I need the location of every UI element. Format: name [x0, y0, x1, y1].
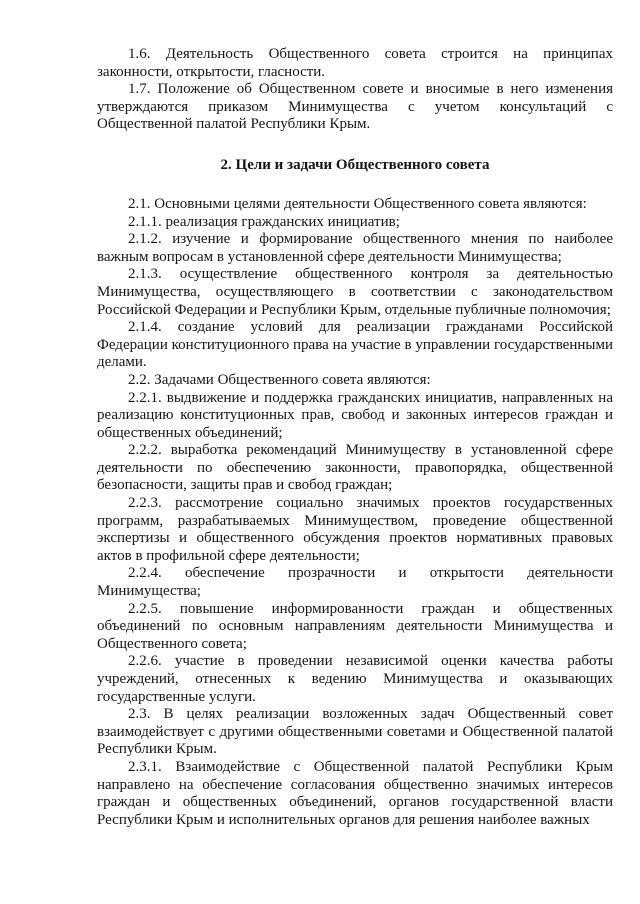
paragraph-2-2-3: 2.2.3. рассмотрение социально значимых проектов государственных программ, разрабатываемых Минимуществом, проведение общественной экспертизы и общественного обсуждения проектов нормативных правовых актов в профильной сфере деятельности;	[97, 495, 613, 564]
paragraph-2-2-1: 2.2.1. выдвижение и поддержка гражданских инициатив, направленных на реализацию конституционных прав, свобод и законных интересов граждан и общественных объединений;	[97, 389, 613, 441]
paragraph-2-1-2: 2.1.2. изучение и формирование общественного мнения по наиболее важным вопросам в установленной сфере деятельности Минимущества;	[97, 231, 613, 265]
paragraph-1-6: 1.6. Деятельность Общественного совета строится на принципах законности, открытости, гласности.	[97, 46, 613, 80]
paragraph-2-2-4: 2.2.4. обеспечение прозрачности и открытости деятельности Минимущества;	[97, 565, 613, 600]
paragraph-2-1-3: 2.1.3. осуществление общественного контроля за деятельностью Минимущества, осуществляющего в соответствии с законодательством Российской Федерации и Республики Крым, отдельные публичные полномочия;	[97, 266, 613, 318]
paragraph-2-1: 2.1. Основными целями деятельности Общественного совета являются:	[128, 195, 587, 212]
section-body	[97, 196, 613, 829]
section-heading: 2. Цели и задачи Общественного совета	[220, 156, 490, 173]
paragraph-2-2: 2.2. Задачами Общественного совета являются:	[128, 371, 431, 388]
paragraph-2-2-5: 2.2.5. повышение информированности граждан и общественных объединений по основным направлениям деятельности Минимущества и Общественного совета;	[97, 600, 613, 652]
paragraph-1-7: 1.7. Положение об Общественном совете и вносимые в него изменения утверждаются приказом Минимущества с учетом консультаций с Общественной палатой Республики Крым.	[97, 81, 613, 133]
paragraph-2-2-2: 2.2.2. выработка рекомендаций Минимуществу в установленной сфере деятельности по обеспечению законности, правопорядка, общественной безопасности, защиты прав и свобод граждан;	[97, 442, 613, 494]
paragraph-2-2-6: 2.2.6. участие в проведении независимой оценки качества работы учреждений, отнесенных к ведению Минимущества и оказывающих государственные услуги.	[97, 653, 613, 705]
paragraph-2-3: 2.3. В целях реализации возложенных задач Общественный совет взаимодействует с другими общественными советами и Общественной палатой Республики Крым.	[97, 706, 613, 758]
paragraph-2-1-4: 2.1.4. создание условий для реализации гражданами Российской Федерации конституционного права на участие в управлении государственными делами.	[97, 319, 613, 371]
paragraph-2-3-1: 2.3.1. Взаимодействие с Общественной палатой Республики Крым направлено на обеспечение согласования общественно значимых интересов граждан и общественных объединений, органов государственной власти Республики Крым и исполнительных органов для решения наиболее важных	[97, 758, 613, 828]
paragraph-2-1-1: 2.1.1. реализация гражданских инициатив;	[128, 213, 400, 230]
